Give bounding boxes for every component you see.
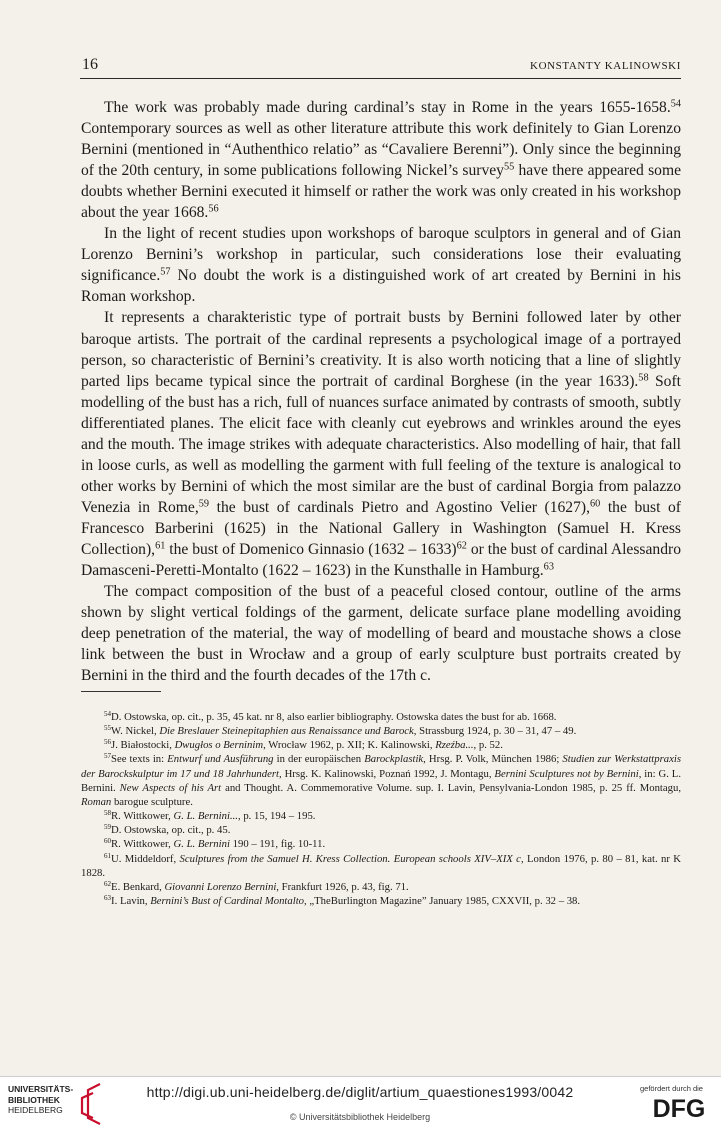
running-title: KONSTANTY KALINOWSKI [530, 60, 681, 72]
text-run: It represents a charakteristic type of portrait busts by Bernini followed later by other baroque artists. The portrait of the cardinal represents a psychological image of a portrayed person, so characteristic of Bernini’s creativity. It is also worth noticing that a line of slightly parted lips became typical since the portrait of cardinal Borghese (in the year 1633). [81, 309, 681, 390]
text-run: Soft modelling of the bust has a rich, full of nuances surface animated by contrasts of smooth, subtly differentiated planes. The elicit face with cleanly cut eyebrows and wrinkles around the eyes and the mouth. The image strikes with adequate characteristics. Also modelling of hair, that fall in loose curls, as well as modelling the garment with full feeling of the texture is analogical to other works by Bernini of which the most similar are the bust of cardinal Borgia from palazzo Venezia in Rome, [81, 372, 681, 516]
dfg-logo-text: DFG [652, 1095, 706, 1121]
text-run: , London 1976, p. 80 – 81, kat. nr K 1828. [81, 852, 681, 879]
text-run: D. Ostowska, op. cit., p. 45. [111, 824, 231, 837]
footnote-marker: 57 [160, 266, 171, 278]
text-run: The work was probably made during cardinal’s stay in Rome in the years 1655-1658. [104, 99, 671, 116]
text-run: I. Lavin, [111, 895, 151, 908]
italic-text: Bernini’s Bust of Cardinal Montalto [150, 895, 305, 908]
footnote [81, 837, 681, 851]
italic-text: Barockplastik [364, 753, 424, 766]
document-link[interactable]: http://digi.ub.uni-heidelberg.de/diglit/artium_quaestiones1993/0042 [146, 1084, 574, 1100]
library-name-line: BIBLIOTHEK [8, 1094, 60, 1105]
footnote [81, 809, 681, 823]
text-run: barogue sculpture. [111, 795, 193, 808]
text-run: , „TheBurlington Magazine” January 1985, CXXVII, p. 32 – 38. [304, 895, 581, 908]
footnote [81, 738, 681, 752]
footnote-marker: 55 [503, 161, 515, 173]
text-run: 190 – 191, fig. 10-11. [229, 838, 326, 851]
italic-text: Roman [81, 795, 112, 808]
body-paragraph [81, 223, 681, 307]
text-run: E. Benkard, [111, 880, 165, 893]
footnote-marker: 54 [670, 98, 681, 110]
footnote-marker: 60 [589, 498, 601, 510]
text-run: , Hrsg. K. Kalinowski, Poznań 1992, J. Montagu, [279, 767, 495, 780]
dfg-logo-icon [646, 1095, 712, 1121]
footnote [81, 852, 681, 880]
page-number: 16 [82, 56, 98, 73]
text-run: and Thought. A. Commemorative Volume. sup. I. Lavin, Pensylvania-London 1985, p. 25 ff. Montagu, [221, 781, 681, 794]
footnote-marker: 62 [456, 540, 467, 552]
body-text [81, 97, 681, 686]
italic-text: Studien zur Werkstattpraxis der Barockskulptur im 17 und 18 Jahrhundert [81, 753, 681, 780]
funding-caption: gefördert durch die [640, 1084, 703, 1093]
text-run: See texts in: [111, 753, 168, 766]
footnote-marker: 58 [638, 371, 649, 383]
page-header [80, 56, 681, 79]
footnote-marker: 59 [198, 498, 210, 510]
text-run: The compact composition of the bust of a peaceful closed contour, outline of the arms shown by slight vertical foldings of the garment, delicate surface plane modelling avoiding deep penetration of the material, the way of modelling of beard and moustache shows a close link between the bust in Wrocław and a group of early sculpture bust portraits created by Bernini in the third and the fourth decades of the 17th c. [81, 583, 681, 685]
text-run: in der europäischen [273, 753, 365, 766]
footnote-marker: 61 [104, 851, 112, 860]
footnote-marker: 63 [543, 561, 554, 573]
text-run: J. Białostocki, [111, 739, 175, 752]
library-logo-icon [76, 1081, 102, 1125]
italic-text: Sculptures from the Samuel H. Kress Collection. European schools XIV–XIX c [179, 852, 521, 865]
italic-text: New Aspects of his Art [119, 781, 222, 794]
copyright-notice: © Universitätsbibliothek Heidelberg [289, 1112, 431, 1122]
text-run: In the light of recent studies upon workshops of baroque sculptors in general and of Gian Lorenzo Bernini’s workshop in particular, such considerations lose their evaluating significance. [81, 225, 681, 285]
footnote-marker: 61 [155, 540, 166, 552]
footnote [81, 894, 681, 908]
footnote [81, 880, 681, 894]
footnote-marker: 63 [104, 894, 112, 903]
text-run: have there appeared some doubts whether Bernini executed it himself or rather the work was only created in his workshop about the year 1668. [81, 162, 681, 222]
footnotes [81, 710, 681, 908]
text-run: , Wrocław 1962, p. XII; K. Kalinowski, [263, 739, 436, 752]
text-run: the bust of Domenico Ginnasio (1632 – 1633) [165, 540, 457, 558]
italic-text: G. L. Bernini... [173, 810, 238, 823]
text-run: R. Wittkower, [111, 810, 174, 823]
footnote [81, 710, 681, 724]
italic-text: Bernini Sculptures not by Bernini [494, 767, 639, 780]
italic-text: G. L. Bernini [173, 838, 230, 851]
italic-text: Giovanni Lorenzo Bernini [164, 880, 277, 893]
text-run: No doubt the work is a distinguished work of art created by Bernini in his Roman workshop. [81, 267, 681, 306]
library-name-line: UNIVERSITÄTS- [8, 1084, 74, 1094]
footnote-marker: 55 [104, 724, 112, 733]
footnote [81, 823, 681, 837]
footnote-marker: 60 [104, 837, 112, 846]
footnote-marker: 56 [208, 203, 219, 215]
text-run: , p. 15, 194 – 195. [237, 810, 316, 823]
footnote-marker: 58 [104, 809, 112, 818]
footnote-separator [81, 691, 161, 692]
text-run: R. Wittkower, [111, 838, 174, 851]
footnote [81, 752, 681, 809]
text-run: D. Ostowska, op. cit., p. 35, 45 kat. nr 8, also earlier bibliography. Ostowska dates the bust for ab. 1668. [111, 711, 557, 723]
text-run: U. Middeldorf, [111, 852, 180, 865]
footnote-marker: 57 [104, 752, 112, 761]
footnote-marker: 56 [104, 738, 112, 747]
text-run: the bust of cardinals Pietro and Agostino Velier (1627), [209, 498, 590, 516]
text-run: , in: G. L. Bernini. [81, 767, 681, 794]
text-run: the bust of Francesco Barberini (1625) in the National Gallery in Washington (Samuel H. Kress Collection), [81, 498, 682, 558]
footnote-marker: 54 [104, 710, 112, 719]
footnote-marker: 59 [104, 823, 112, 832]
text-run: , Hrsg. P. Volk, München 1986; [423, 753, 563, 766]
body-paragraph [81, 97, 681, 223]
text-run: , Frankfurt 1926, p. 43, fig. 71. [276, 880, 409, 893]
body-paragraph [81, 581, 681, 686]
italic-text: Entwurf und Ausführung [167, 753, 274, 766]
body-paragraph [81, 307, 681, 581]
library-name-line: HEIDELBERG [8, 1105, 63, 1115]
footnote [81, 724, 681, 738]
italic-text: Die Breslauer Steinepitaphien aus Renaissance und Barock [159, 725, 414, 738]
italic-text: Rzeźba... [435, 739, 474, 752]
text-run: , Strassburg 1924, p. 30 – 31, 47 – 49. [413, 725, 577, 738]
text-run: W. Nickel, [111, 725, 160, 738]
digitization-footer [0, 1076, 721, 1133]
library-name [8, 1084, 74, 1116]
footnote-marker: 62 [104, 880, 112, 888]
text-run: or the bust of cardinal Alessandro Damasceni-Peretti-Montalto (1622 – 1623) in the Kunsthalle in Hamburg. [81, 540, 682, 580]
text-run: , p. 52. [473, 739, 503, 752]
text-run: Contemporary sources as well as other literature attribute this work definitely to Gian Lorenzo Bernini (mentioned in “Authenthico relatio” as “Cavaliere Berenni”). Only since the beginning of the 20th century, in some publications following Nickel’s survey [81, 120, 681, 180]
italic-text: Dwugłos o Berninim [174, 739, 264, 752]
